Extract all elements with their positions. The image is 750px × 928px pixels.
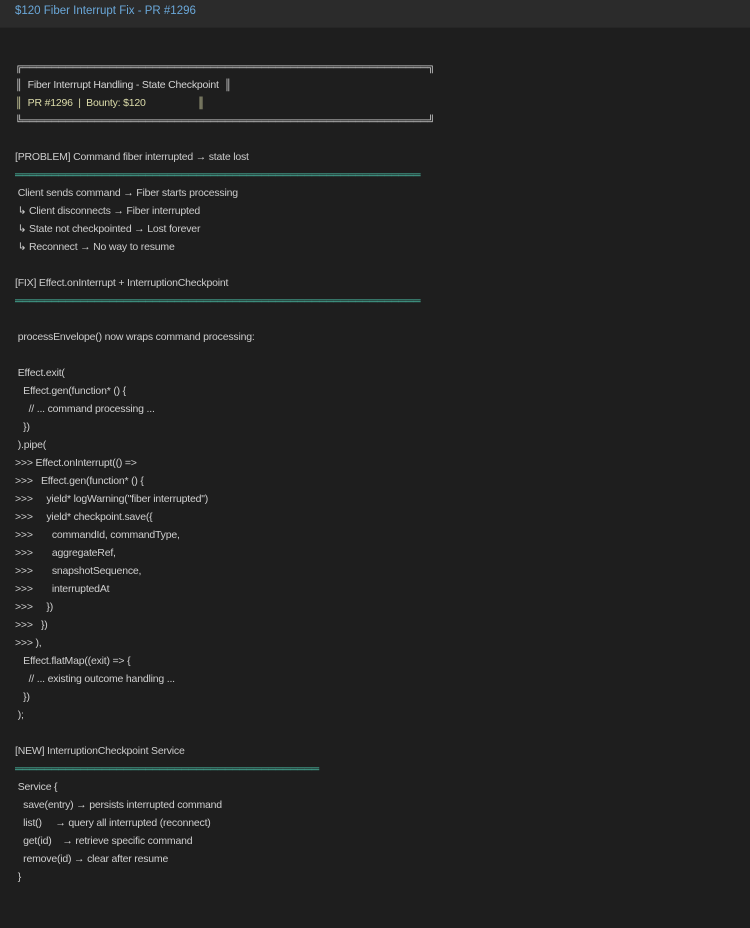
output-line: get(id) → retrieve specific command (15, 835, 193, 847)
output-line: >>> Effect.onInterrupt(() => (15, 457, 137, 469)
output-line: >>> }) (15, 619, 48, 631)
output-line: >>> Effect.gen(function* () { (15, 475, 144, 487)
output-line: Effect.exit( (15, 367, 65, 379)
output-line: // ... existing outcome handling ... (15, 673, 175, 685)
output-line: Service { (15, 781, 58, 793)
output-line: [PROBLEM] Command fiber interrupted → state lost (15, 151, 249, 163)
output-line: }) (15, 421, 30, 433)
window-titlebar (0, 0, 750, 28)
output-line: [FIX] Effect.onInterrupt + InterruptionCheckpoint (15, 277, 229, 289)
output-line: >>> snapshotSequence, (15, 565, 142, 577)
output-line: >>> ), (15, 637, 42, 649)
output-line: Effect.flatMap((exit) => { (15, 655, 131, 667)
blank-line (15, 130, 735, 148)
output-line: ↳ Reconnect → No way to resume (15, 241, 175, 253)
output-line: list() → query all interrupted (reconnect) (15, 817, 211, 829)
output-line: }) (15, 691, 30, 703)
output-line: } (15, 871, 22, 883)
output-line: ↳ Client disconnects → Fiber interrupted (15, 205, 201, 217)
output-line: ); (15, 709, 24, 721)
output-line: Effect.gen(function* () { (15, 385, 126, 397)
blank-line (15, 346, 735, 364)
output-line: >>> yield* logWarning("fiber interrupted") (15, 493, 209, 505)
output-line: ════════════════════════════════════════════════════════ (15, 169, 421, 181)
output-line: >>> interruptedAt (15, 583, 110, 595)
output-line: remove(id) → clear after resume (15, 853, 169, 865)
output-line: // ... command processing ... (15, 403, 155, 415)
blank-line (15, 310, 735, 328)
window-title: $120 Fiber Interrupt Fix - PR #1296 (15, 5, 196, 17)
output-line: >>> }) (15, 601, 53, 613)
output-line: ║ PR #1296 | Bounty: $120 ║ (15, 97, 205, 109)
output-line: save(entry) → persists interrupted command (15, 799, 222, 811)
terminal-output (15, 58, 735, 886)
output-line: ║ Fiber Interrupt Handling - State Checkpoint ║ (15, 79, 232, 91)
output-line: >>> aggregateRef, (15, 547, 116, 559)
output-line: [NEW] InterruptionCheckpoint Service (15, 745, 185, 757)
output-line: ).pipe( (15, 439, 47, 451)
output-line: ══════════════════════════════════════════ (15, 763, 320, 775)
output-line: ╔════════════════════════════════════════════════════════╗ (15, 61, 435, 73)
output-line: Client sends command → Fiber starts processing (15, 187, 238, 199)
output-line: ↳ State not checkpointed → Lost forever (15, 223, 201, 235)
output-line: >>> yield* checkpoint.save({ (15, 511, 153, 523)
output-line: >>> commandId, commandType, (15, 529, 180, 541)
output-line: processEnvelope() now wraps command processing: (15, 331, 255, 343)
output-line: ╚════════════════════════════════════════════════════════╝ (15, 115, 435, 127)
blank-line (15, 256, 735, 274)
output-line: ════════════════════════════════════════════════════════ (15, 295, 421, 307)
blank-line (15, 724, 735, 742)
